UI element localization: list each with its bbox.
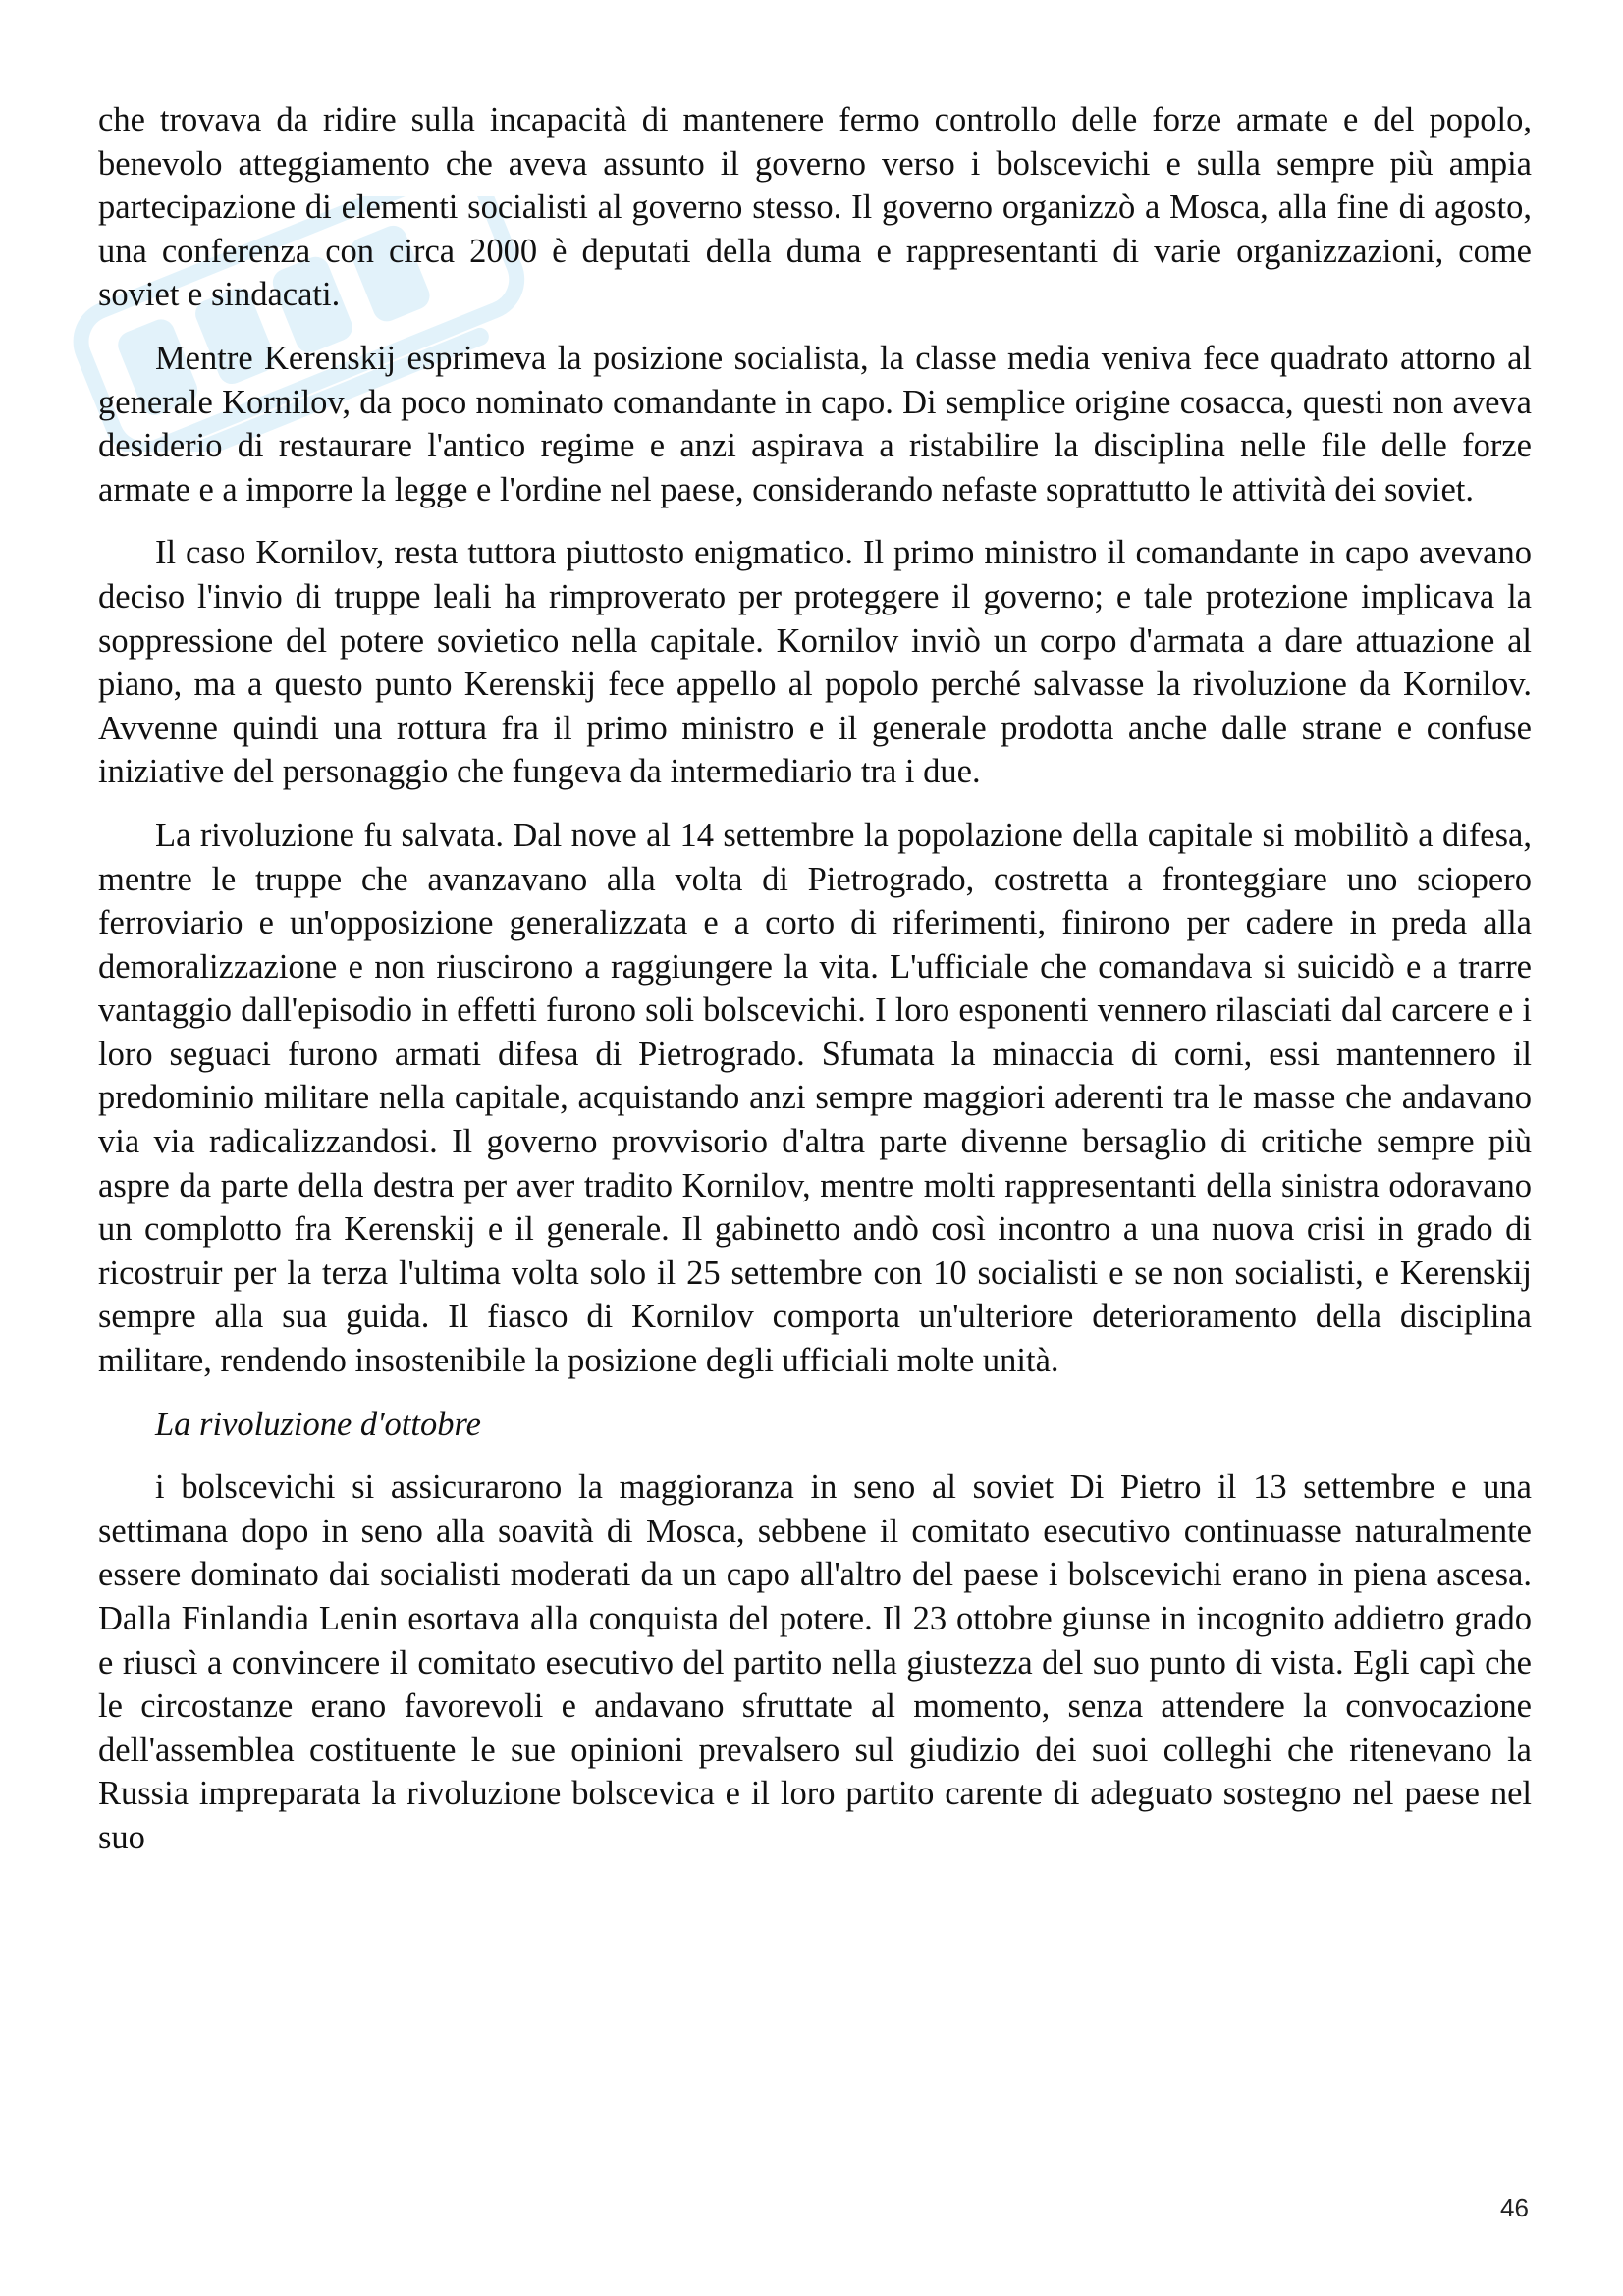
page-number: 46 [1500,2193,1529,2222]
paragraph-1: che trovava da ridire sulla incapacità di mantenere fermo controllo delle forze armate e del popolo, benevolo atteggiamento che aveva assunto il governo verso i bolscevichi e sulla sempre più ampia partecipazione di elementi socialisti al governo stesso. Il governo organizzò a Mosca, alla fine di agosto, una conferenza con circa 2000 è deputati della duma e rappresentanti di varie organizzazioni, come soviet e sindacati. [98,101,1532,314]
document-body [98,98,1532,1880]
paragraph-3: Il caso Kornilov, resta tuttora piuttosto enigmatico. Il primo ministro il comandante in capo avevano deciso l'invio di truppe leali ha rimproverato per proteggere il governo; e tale protezione implicava la soppressione del potere sovietico nella capitale. Kornilov inviò un corpo d'armata a dare attuazione al piano, ma a questo punto Kerenskij fece appello al popolo perché salvasse la rivoluzione da Kornilov. Avvenne quindi una rottura fra il primo ministro e il generale prodotta anche dalle strane e confuse iniziative del personaggio che fungeva da intermediario tra i due. [98,534,1532,791]
paragraph-4: La rivoluzione fu salvata. Dal nove al 14 settembre la popolazione della capitale si mobilitò a difesa, mentre le truppe che avanzavano alla volta di Pietrogrado, costretta a fronteggiare uno sciopero ferroviario e un'opposizione generalizzata e a corto di riferimenti, finirono per cadere in preda alla demoralizzazione e non riuscirono a raggiungere la vita. L'ufficiale che comandava si suicidò e a trarre vantaggio dall'episodio in effetti furono soli bolscevichi. I loro esponenti vennero rilasciati dal carcere e i loro seguaci furono armati difesa di Pietrogrado. Sfumata la minaccia di corni, essi mantennero il predominio militare nella capitale, acquistando anzi sempre maggiori aderenti tra le masse che andavano via via radicalizzandosi. Il governo provvisorio d'altra parte divenne bersaglio di critiche sempre più aspre da parte della destra per aver tradito Kornilov, mentre molti rappresentanti della sinistra odoravano un complotto fra Kerenskij e il generale. Il gabinetto andò così incontro a una nuova crisi in grado di ricostruir per la terza l'ultima volta solo il 25 settembre con 10 socialisti e se non socialisti, e Kerenskij sempre alla sua guida. Il fiasco di Kornilov comporta un'ulteriore deterioramento della disciplina militare, rendendo insostenibile la posizione degli ufficiali molte unità. [98,816,1532,1380]
paragraph-5: i bolscevichi si assicurarono la maggioranza in seno al soviet Di Pietro il 13 settembre e una settimana dopo in seno alla soavità di Mosca, sebbene il comitato esecutivo continuasse naturalmente essere dominato dai socialisti moderati da un capo all'altro del paese i bolscevichi erano in piena ascesa. Dalla Finlandia Lenin esortava alla conquista del potere. Il 23 ottobre giunse in incognito addietro grado e riuscì a convincere il comitato esecutivo del partito nella giustezza del suo punto di vista. Egli capì che le circostanze erano favorevoli e andavano sfruttate al momento, senza attendere la convocazione dell'assemblea costituente le sue opinioni prevalsero sul giudizio dei suoi colleghi che ritenevano la Russia impreparata la rivoluzione bolscevica e il loro partito carente di adeguato sostegno nel paese nel suo [98,1468,1532,1856]
paragraph-2: Mentre Kerenskij esprimeva la posizione socialista, la classe media veniva fece quadrato attorno al generale Kornilov, da poco nominato comandante in capo. Di semplice origine cosacca, questi non aveva desiderio di restaurare l'antico regime e anzi aspirava a ristabilire la disciplina nelle file delle forze armate e a imporre la legge e l'ordine nel paese, considerando nefaste soprattutto le attività dei soviet. [98,339,1532,508]
section-heading: La rivoluzione d'ottobre [155,1405,481,1443]
